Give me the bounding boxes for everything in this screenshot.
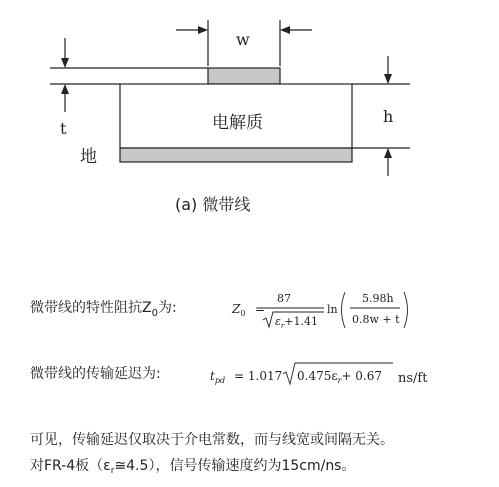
- w-arrowhead-right: [280, 26, 290, 34]
- conclusion-line-2: 对FR-4板$(\varepsilon_r≅4.5)$，信号传输速度约为15cm/ns。: [30, 458, 356, 476]
- ln-symbol: ln: [327, 303, 338, 316]
- t-arrowhead-top: [61, 58, 69, 68]
- z0-symbol: $Z_0$: [232, 302, 246, 318]
- tpd-symbol: $t_{pd}$: [210, 369, 226, 385]
- ground-label: 地: [80, 147, 97, 167]
- z0-equals: =: [255, 302, 266, 316]
- impedance-label: 微带线的特性阻抗$Z_0$为:: [30, 300, 177, 319]
- impedance-numerator: 87: [277, 292, 291, 305]
- ln-paren-right: [404, 292, 408, 328]
- delay-radicand: $0.475\varepsilon_r+ 0.67$: [297, 369, 382, 385]
- trace-conductor: [208, 68, 280, 84]
- h-arrowhead-bottom: [384, 148, 392, 158]
- ln-inner-numerator: 5.98h: [362, 292, 394, 305]
- h-label: h: [383, 107, 394, 126]
- w-label: w: [236, 30, 250, 49]
- t-arrowhead-bottom: [61, 84, 69, 94]
- w-arrowhead-left: [198, 26, 208, 34]
- ln-paren-left: [342, 292, 346, 328]
- conclusion-line-1: 可见，传输延迟仅取决于介电常数，而与线宽或间隔无关。: [30, 432, 394, 448]
- delay-coefficient: = 1.017: [234, 369, 283, 383]
- ln-inner-denominator: 0.8w + t: [352, 313, 400, 326]
- ground-plane: [120, 148, 352, 162]
- dielectric-label: 电解质: [212, 113, 263, 133]
- delay-label: 微带线的传输延迟为:: [30, 366, 161, 382]
- delay-unit: ns/ft: [398, 371, 428, 386]
- impedance-denominator: $\varepsilon_r+1.41$: [275, 315, 318, 330]
- h-arrowhead-top: [384, 74, 392, 84]
- diagram-caption: (a) 微带线: [175, 195, 251, 214]
- t-label: t: [60, 119, 67, 138]
